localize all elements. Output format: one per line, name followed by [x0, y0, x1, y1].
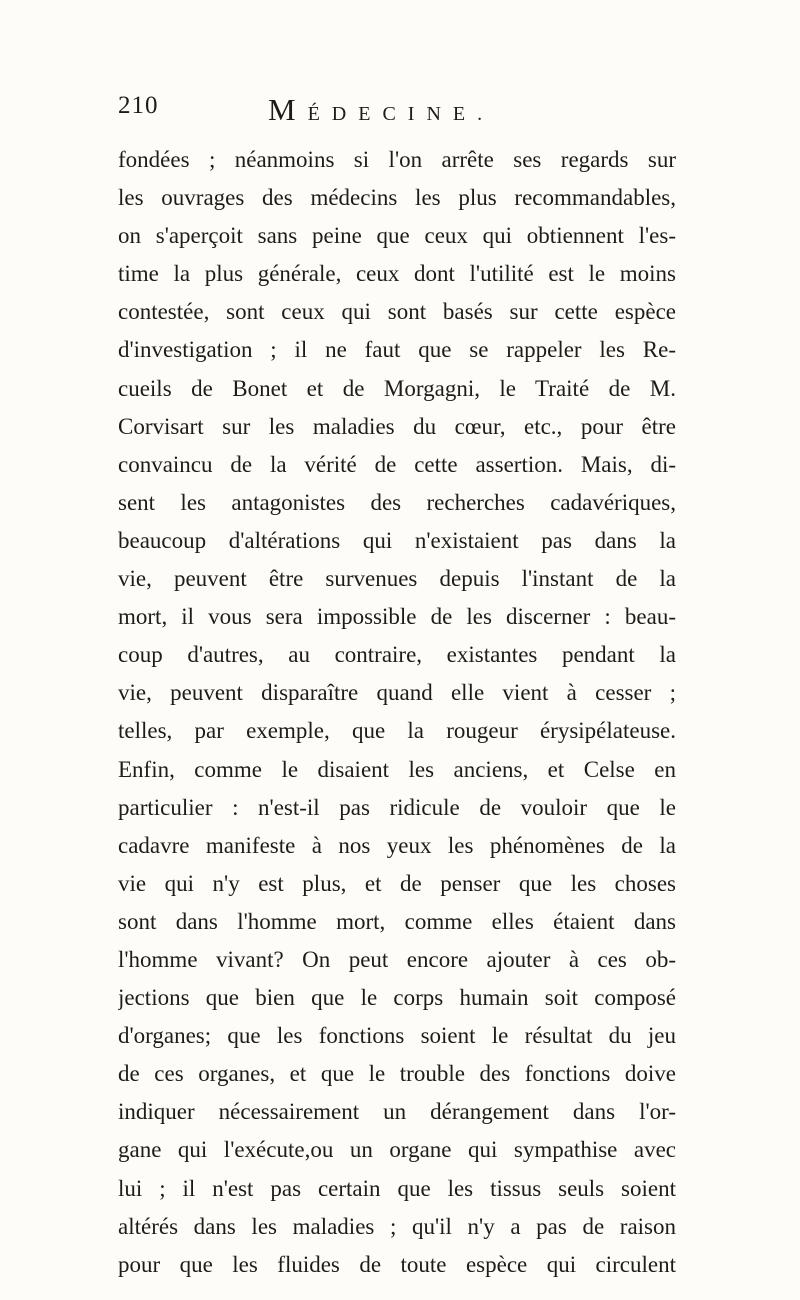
text-line: particulier : n'est-il pas ridicule de vouloir que le [118, 794, 676, 820]
running-title-initial: M [268, 92, 308, 127]
text-line: contestée, sont ceux qui sont basés sur cette espèce [118, 299, 676, 325]
text-line: Enfin, comme le disaient les anciens, et Celse en [118, 756, 676, 782]
text-line: Corvisart sur les maladies du cœur, etc., pour être [118, 413, 676, 439]
text-line: mort, il vous sera impossible de les discerner : beau- [118, 604, 676, 630]
text-line: telles, par exemple, que la rougeur érysipélateuse. [118, 718, 676, 744]
text-line: lui ; il n'est pas certain que les tissus seuls soient [118, 1175, 676, 1201]
running-title [268, 92, 494, 128]
body-text [118, 141, 676, 1284]
text-line: d'organes; que les fonctions soient le résultat du jeu [118, 1023, 676, 1049]
text-line: l'homme vivant? On peut encore ajouter à ces ob- [118, 946, 676, 972]
page-number: 210 [118, 92, 159, 119]
text-line: beaucoup d'altérations qui n'existaient pas dans la [118, 527, 676, 553]
text-line: cueils de Bonet et de Morgagni, le Traité de M. [118, 375, 676, 401]
text-line: cadavre manifeste à nos yeux les phénomènes de la [118, 832, 676, 858]
text-line: fondées ; néanmoins si l'on arrête ses regards sur [118, 147, 676, 172]
text-line: on s'aperçoit sans peine que ceux qui obtiennent l'es- [118, 223, 676, 249]
text-line: vie, peuvent disparaître quand elle vient à cesser ; [118, 680, 676, 706]
text-line: jections que bien que le corps humain soit composé [118, 985, 676, 1011]
text-line: vie, peuvent être survenues depuis l'instant de la [118, 566, 676, 592]
text-line: sont dans l'homme mort, comme elles étaient dans [118, 908, 676, 934]
text-line: sent les antagonistes des recherches cadavériques, [118, 489, 676, 515]
text-line: gane qui l'exécute,ou un organe qui sympathise avec [118, 1137, 676, 1163]
text-line: vie qui n'y est plus, et de penser que les choses [118, 870, 676, 896]
text-line: de ces organes, et que le trouble des fonctions doive [118, 1061, 676, 1087]
text-line: convaincu de la vérité de cette assertion. Mais, di- [118, 451, 676, 477]
text-line: coup d'autres, au contraire, existantes pendant la [118, 642, 676, 668]
text-line: altérés dans les maladies ; qu'il n'y a pas de raison [118, 1213, 676, 1239]
text-line: time la plus générale, ceux dont l'utilité est le moins [118, 261, 676, 287]
page-header [118, 92, 678, 132]
running-title-rest: ÉDECINE. [307, 103, 495, 125]
text-line: les ouvrages des médecins les plus recommandables, [118, 185, 676, 211]
text-line: d'investigation ; il ne faut que se rappeler les Re- [118, 337, 676, 363]
text-line: pour que les fluides de toute espèce qui circulent [118, 1251, 676, 1277]
text-line: indiquer nécessairement un dérangement dans l'or- [118, 1099, 676, 1125]
